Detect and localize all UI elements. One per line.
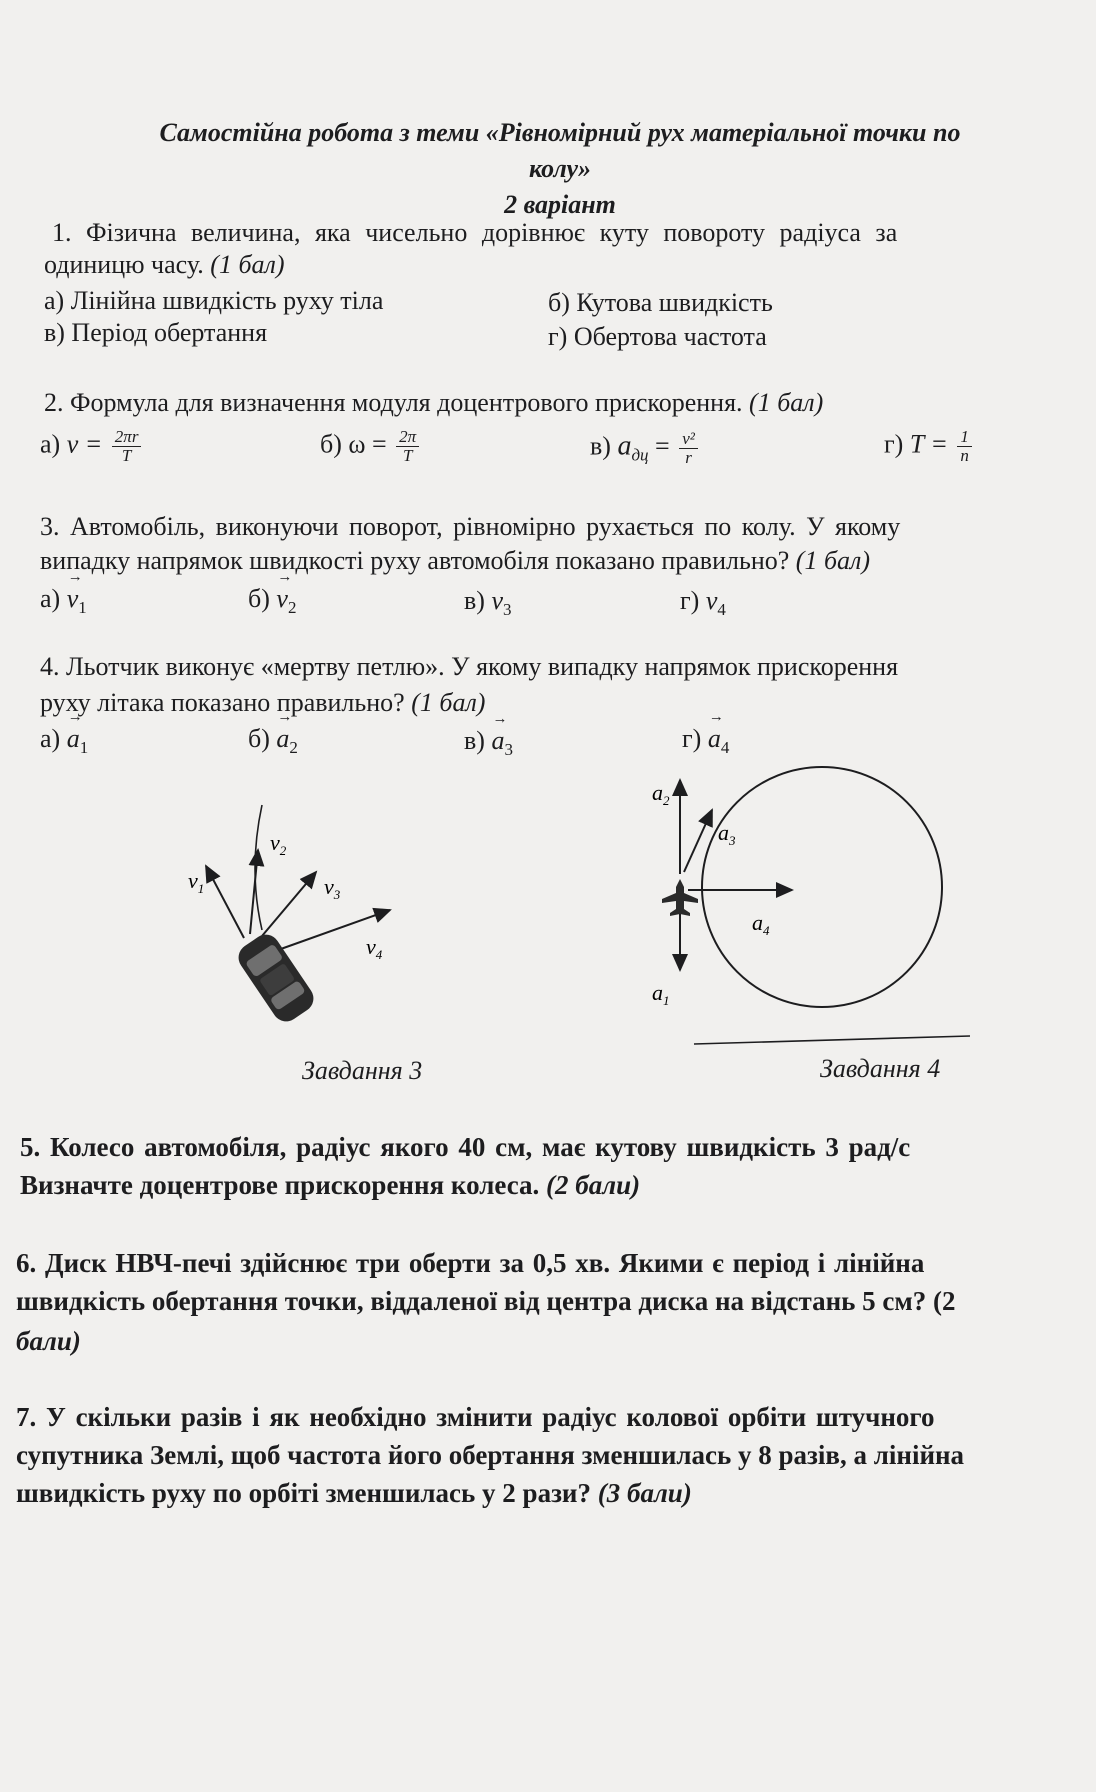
figure-3-caption: Завдання 3	[302, 1056, 423, 1085]
q1-text-cont: одиницю часу. (1 бал)	[44, 250, 285, 279]
vector-v3-arrow	[262, 872, 316, 936]
q5-text: 5. Колесо автомобіля, радіус якого 40 см, має кутову швидкість 3 рад/с	[20, 1132, 911, 1162]
q2-option-v: в) $a_{дц}$ = $\frac{\text{v²}}{r}$	[590, 430, 701, 467]
variant-label: 2 варіант	[504, 190, 616, 219]
q1-option-g: г) Обертова частота	[548, 322, 767, 351]
q6-points: бали)	[16, 1326, 81, 1356]
q7-points: (3 бали)	[597, 1478, 692, 1508]
fig3-label-v3: $v_3$	[324, 874, 341, 902]
q6-text: 6. Диск НВЧ-печі здійснює три оберти за 0,5 хв. Якими є період і лінійна	[16, 1248, 925, 1278]
q7-text-cont: супутника Землі, щоб частота його обертання зменшилась у 8 разів, а лінійна	[16, 1440, 965, 1470]
figure-4-loop-diagram	[652, 767, 970, 1044]
q1-option-a: а) Лінійна швидкість руху тіла	[44, 286, 384, 315]
q1-points: (1 бал)	[210, 250, 285, 279]
q7-text-cont-2: швидкість руху по орбіті зменшилась у 2 рази? (3 бали)	[16, 1478, 692, 1508]
q3-option-a: $а) \to v_1$	[40, 584, 87, 618]
worksheet-title: Самостійна робота з теми «Рівномірний рух матеріальної точки по	[159, 118, 961, 147]
figure-4-caption: Завдання 4	[820, 1054, 941, 1083]
q2-text: 2. Формула для визначення модуля доцентрового прискорення. (1 бал)	[44, 388, 824, 417]
vector-a3-arrow	[684, 810, 712, 872]
q3-option-g: г) $v_4$	[680, 586, 726, 620]
figure-3-car-diagram	[188, 805, 390, 1027]
q7-text: 7. У скільки разів і як необхідно змінити радіус колової орбіти штучного	[16, 1402, 935, 1432]
q4-text: 4. Льотчик виконує «мертву петлю». У якому випадку напрямок прискорення	[40, 652, 899, 681]
q3-option-v: в) $v_3$	[464, 586, 512, 620]
fig3-label-v4: $v_4$	[366, 934, 383, 962]
q5-text-cont: Визначте доцентрове прискорення колеса. (2 бали)	[20, 1170, 641, 1200]
fig3-label-v1: $v_1$	[188, 868, 205, 896]
q1-option-b: б) Кутова швидкість	[548, 288, 773, 317]
q3-points: (1 бал)	[795, 546, 871, 575]
fig4-label-a3: $a_3$	[718, 820, 736, 848]
q4-option-g: $г) \to a_4$	[682, 724, 729, 758]
q4-option-a: $а) \to a_1$	[40, 724, 88, 758]
fig3-label-v2: $v_2$	[270, 830, 287, 858]
loop-circle	[702, 767, 942, 1007]
vector-v2-arrow	[250, 850, 258, 934]
q3-option-b: $б) \to v_2$	[248, 584, 296, 618]
airplane-icon	[662, 879, 698, 916]
q1-option-v: в) Період обертання	[44, 318, 268, 347]
q2-option-b: б) ω = $\frac{2\pi}{T}$	[320, 428, 422, 465]
fig4-label-a1: $a_1$	[652, 980, 670, 1008]
q4-option-b: $б) \to a_2$	[248, 724, 298, 758]
q4-option-v: $в) \to a_3$	[464, 726, 513, 760]
q3-text-cont: випадку напрямок швидкості руху автомобіля показано правильно? (1 бал)	[40, 546, 871, 575]
q1-text: 1. Фізична величина, яка чисельно дорівнює куту повороту радіуса за	[52, 218, 898, 247]
q2-option-g: г) T = $\frac{1}{n}$	[884, 428, 975, 465]
ground-line	[694, 1036, 970, 1044]
q5-points: (2 бали)	[546, 1170, 641, 1200]
q6-text-cont: швидкість обертання точки, віддаленої від центра диска на відстань 5 см? (2	[16, 1286, 956, 1316]
fig4-label-a2: $a_2$	[652, 780, 670, 808]
vector-v1-arrow	[206, 866, 244, 938]
car-icon	[233, 929, 319, 1027]
q4-text-cont: руху літака показано правильно? (1 бал)	[40, 688, 486, 717]
q2-points: (1 бал)	[749, 388, 824, 417]
q3-text: 3. Автомобіль, виконуючи поворот, рівномірно рухається по колу. У якому	[40, 512, 901, 541]
worksheet-title-cont: колу»	[528, 154, 592, 183]
q4-points: (1 бал)	[411, 688, 486, 717]
q2-option-a: а) v = $\frac{2\pi r}{T}$	[40, 428, 144, 465]
fig4-label-a4: $a_4$	[752, 910, 770, 938]
